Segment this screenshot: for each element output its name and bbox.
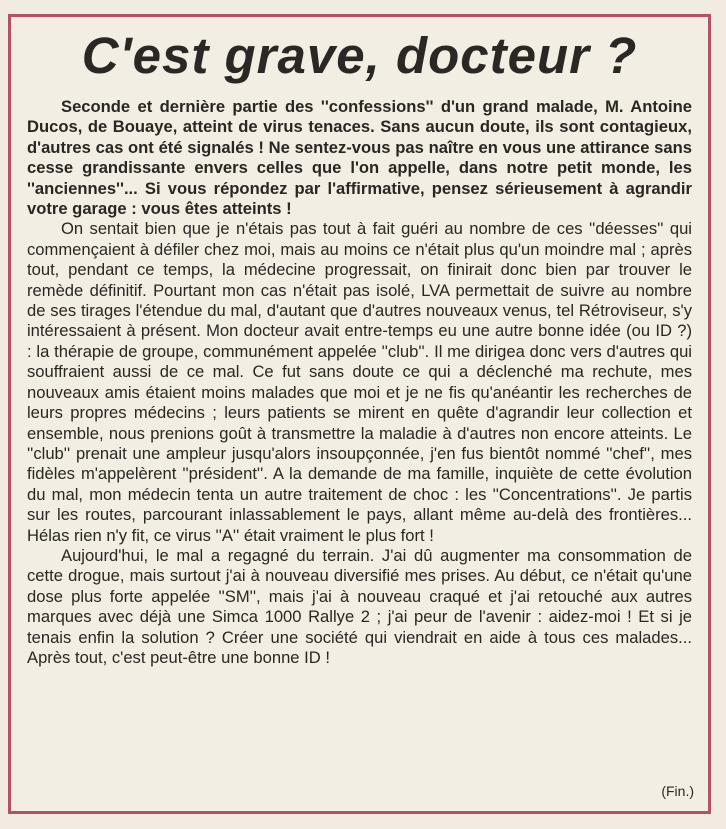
article-body (27, 97, 692, 668)
newspaper-clipping (8, 14, 711, 814)
intro-paragraph: Seconde et dernière partie des ''confessions'' d'un grand malade, M. Antoine Ducos, de Bouaye, atteint de virus tenaces. Sans aucun doute, ils sont contagieux, d'autres cas ont été signalés ! Ne sentez-vous pas naître en vous une attirance sans cesse grandissante envers celles que l'on appelle, dans notre petit monde, les ''anciennes''... Si vous répondez par l'affirmative, pensez sérieusement à agrandir votre garage : vous êtes atteints ! (27, 97, 692, 219)
body-paragraph: Aujourd'hui, le mal a regagné du terrain. J'ai dû augmenter ma consommation de cette drogue, mais surtout j'ai à nouveau diversifié mes prises. Au début, ce n'était qu'une dose plus forte appelée ''SM'', mais j'ai à nouveau craqué et j'ai retouché aux autres marques avec déjà une Simca 1000 Rallye 2 ; j'ai peur de l'avenir : aidez-moi ! Et si je tenais enfin la solution ? Créer une société qui viendrait en aide à tous ces malades... Après tout, c'est peut-être une bonne ID ! (27, 545, 692, 667)
body-paragraph: On sentait bien que je n'étais pas tout à fait guéri au nombre de ces ''déesses'' qui commençaient à défiler chez moi, mais au moins ce n'était plus qu'un moindre mal ; après tout, pendant ce temps, la médecine progressait, on finirait donc bien par trouver le remède définitif. Pourtant mon cas n'était pas isolé, LVA permettait de suivre au nombre de ses tirages l'étendue du mal, d'autant que d'autres nouveaux venus, tel Rétroviseur, s'y intéressaient à présent. Mon docteur avait entre-temps eu une autre bonne idée (ou ID ?) : la thérapie de groupe, communément appelée ''club''. Il me dirigea donc vers d'autres qui souffraient aussi de ce mal. Ce fut sans doute ce qui a déclenché ma rechute, mes nouveaux amis étaient moins malades que moi et je ne fis qu'anéantir les recherches de leurs propres médecins ; leurs patients se mirent en quête d'agrandir leur collection et ensemble, nous prenions goût à transmettre la maladie à d'autres non encore atteints. Le ''club'' prenait une ampleur jusqu'alors insoupçonnée, j'en fus bientôt nommé ''chef'', mes fidèles m'appelèrent ''président''. A la demande de ma famille, inquiète de cette évolution du mal, mon médecin tenta un autre traitement de choc : les ''Concentrations''. Je partis sur les routes, parcourant inlassablement le pays, allant même au-delà des frontières... Hélas rien n'y fit, ce virus ''A'' était vraiment le plus fort ! (27, 219, 692, 545)
article-title: C'est grave, docteur ? (81, 27, 638, 84)
article-signoff: (Fin.) (661, 783, 694, 799)
